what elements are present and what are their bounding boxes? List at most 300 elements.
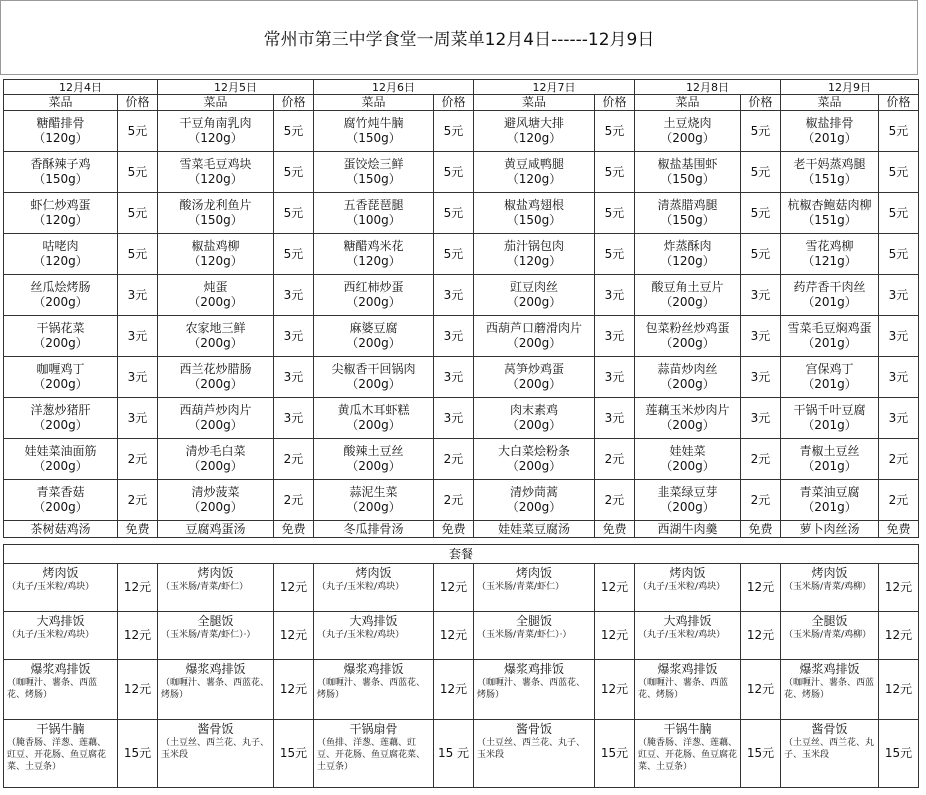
dish-price: 2元 [274, 439, 314, 480]
dish-name: 椒盐基围虾 [657, 157, 718, 171]
dish-name: 酸辣土豆丝 [343, 444, 404, 458]
set-meal-name: 干锅牛腩 [663, 722, 712, 736]
dish-name: 酸豆角土豆片 [651, 280, 724, 294]
dish-weight: （200g） [346, 377, 401, 391]
set-meal-price: 12元 [274, 612, 314, 660]
dish-price: 2元 [879, 439, 919, 480]
soup-price: 免费 [741, 521, 781, 538]
day-date: 12月8日 [635, 80, 781, 95]
page-title: 常州市第三中学食堂一周菜单12月4日------12月9日 [0, 0, 918, 75]
dish-price: 3元 [118, 316, 158, 357]
dish-weight: （201g） [802, 418, 857, 432]
dish-cell [158, 480, 274, 521]
dish-name: 包菜粉丝炒鸡蛋 [645, 321, 730, 335]
dish-cell [4, 439, 118, 480]
dish-cell [158, 111, 274, 152]
dish-weight: （201g） [802, 295, 857, 309]
set-meal-desc: （土豆丝、西兰花、丸子、玉米段 [161, 738, 270, 760]
soup-price: 免费 [434, 521, 474, 538]
dish-name: 炖蛋 [203, 280, 228, 294]
dish-cell [314, 275, 434, 316]
dish-weight: （120g） [188, 131, 243, 145]
set-meal-price: 12元 [595, 612, 635, 660]
dish-price: 2元 [434, 480, 474, 521]
set-meal-desc: （咖喱汁、薯条、西蓝花、烤肠） [317, 678, 426, 700]
dish-row [4, 439, 919, 480]
dish-weight: （200g） [660, 500, 715, 514]
set-meal-price: 12元 [434, 612, 474, 660]
dish-weight: （200g） [660, 131, 715, 145]
dish-cell [474, 480, 595, 521]
dish-cell [158, 152, 274, 193]
dish-price: 3元 [879, 398, 919, 439]
set-meal-price: 12元 [595, 564, 635, 612]
dish-name: 干锅千叶豆腐 [793, 403, 866, 417]
dish-cell [314, 357, 434, 398]
set-meal-cell [4, 612, 118, 660]
dish-cell [781, 275, 879, 316]
dish-price: 3元 [118, 398, 158, 439]
dish-price: 3元 [879, 357, 919, 398]
set-meal-desc: （丸子/玉米粒/鸡块） [317, 582, 405, 592]
set-meal-desc: （鱼排、洋葱、莲藕、豇豆、开花肠、鱼豆腐花菜、土豆条） [317, 738, 426, 772]
price-column-label: 价格 [434, 95, 474, 111]
dish-cell [635, 480, 741, 521]
dish-column-label: 菜品 [4, 95, 118, 111]
set-meal-price: 15元 [741, 720, 781, 788]
dish-column-label: 菜品 [158, 95, 274, 111]
dish-weight: （200g） [346, 295, 401, 309]
set-meal-cell [158, 720, 274, 788]
set-meal-name: 爆浆鸡排饭 [30, 662, 91, 676]
dish-price: 3元 [274, 275, 314, 316]
dish-price: 5元 [274, 193, 314, 234]
set-meal-price: 15元 [118, 720, 158, 788]
set-meal-cell [781, 660, 879, 720]
set-meal-name: 爆浆鸡排饭 [799, 662, 860, 676]
dish-weight: （151g） [802, 213, 857, 227]
dish-weight: （201g） [802, 131, 857, 145]
dish-weight: （120g） [660, 254, 715, 268]
dish-price: 5元 [595, 193, 635, 234]
set-meal-name: 爆浆鸡排饭 [657, 662, 718, 676]
dish-name: 清炒菠菜 [191, 485, 240, 499]
set-meal-desc: （丸子/玉米粒/鸡块） [7, 582, 95, 592]
dish-name: 肉末素鸡 [509, 403, 558, 417]
dish-cell [4, 398, 118, 439]
set-meal-cell [635, 720, 741, 788]
dish-weight: （200g） [506, 336, 562, 350]
dish-name: 避风塘大排 [503, 116, 564, 130]
set-meal-cell [314, 660, 434, 720]
set-meal-price: 15元 [274, 720, 314, 788]
soup-price: 免费 [595, 521, 635, 538]
dish-cell [474, 316, 595, 357]
set-meal-table [3, 544, 919, 788]
dish-cell [158, 193, 274, 234]
dish-price: 3元 [118, 357, 158, 398]
dish-price: 3元 [434, 357, 474, 398]
dish-price: 5元 [879, 234, 919, 275]
set-meal-name: 烤肉饭 [669, 566, 706, 580]
set-meal-header-row [4, 545, 919, 564]
set-meal-desc: （丸子/玉米粒/鸡块） [638, 582, 726, 592]
price-column-label: 价格 [741, 95, 781, 111]
dish-name: 青菜油豆腐 [799, 485, 860, 499]
dish-price: 5元 [595, 152, 635, 193]
dish-weight: （120g） [188, 172, 243, 186]
weekly-menu-table [3, 79, 919, 538]
dish-weight: （150g） [33, 172, 88, 186]
set-meal-cell [314, 720, 434, 788]
dish-column-label: 菜品 [781, 95, 879, 111]
set-meal-name: 全腿饭 [811, 614, 848, 628]
dish-name: 雪菜毛豆焖鸡蛋 [787, 321, 872, 335]
dish-weight: （200g） [660, 418, 715, 432]
set-meal-desc: （土豆丝、西兰花、丸子、玉米段 [477, 738, 586, 760]
dish-name: 西兰花炒腊肠 [179, 362, 252, 376]
dish-cell [4, 275, 118, 316]
dish-row [4, 111, 919, 152]
dish-price: 3元 [274, 316, 314, 357]
dish-column-label: 菜品 [314, 95, 434, 111]
dish-price: 2元 [879, 480, 919, 521]
dish-weight: （200g） [346, 459, 401, 473]
set-meal-label: 套餐 [4, 545, 919, 564]
dish-weight: （200g） [33, 418, 88, 432]
dish-weight: （150g） [660, 172, 715, 186]
set-meal-row [4, 720, 919, 788]
dish-cell [314, 234, 434, 275]
dish-price: 5元 [274, 152, 314, 193]
dish-price: 5元 [879, 152, 919, 193]
set-meal-price: 12元 [741, 660, 781, 720]
set-meal-name: 大鸡排饭 [663, 614, 712, 628]
dish-name: 娃娃菜 [669, 444, 706, 458]
dish-name: 酸汤龙利鱼片 [179, 198, 252, 212]
set-meal-name: 烤肉饭 [355, 566, 392, 580]
dish-name: 青菜香菇 [36, 485, 85, 499]
dish-price: 5元 [118, 111, 158, 152]
dish-cell [635, 193, 741, 234]
set-meal-name: 烤肉饭 [42, 566, 79, 580]
dish-price: 2元 [595, 439, 635, 480]
dish-name: 炸蒸酥肉 [663, 239, 712, 253]
dish-price: 5元 [118, 193, 158, 234]
dish-price: 3元 [741, 316, 781, 357]
set-meal-desc: （丸子/玉米粒/鸡块） [317, 630, 405, 640]
dish-weight: （120g） [346, 254, 401, 268]
set-meal-price: 12元 [118, 564, 158, 612]
dish-weight: （200g） [33, 295, 88, 309]
dish-name: 五香琵琶腿 [343, 198, 404, 212]
dish-price: 3元 [434, 275, 474, 316]
soup-name: 茶树菇鸡汤 [4, 521, 118, 538]
dish-weight: （100g） [346, 213, 401, 227]
dish-price: 3元 [879, 316, 919, 357]
set-meal-cell [635, 612, 741, 660]
dish-cell [314, 111, 434, 152]
set-meal-name: 干锅扇骨 [349, 722, 398, 736]
dish-cell [635, 275, 741, 316]
dish-name: 椒盐鸡柳 [191, 239, 240, 253]
dish-cell [4, 111, 118, 152]
dish-cell [4, 480, 118, 521]
set-meal-cell [314, 612, 434, 660]
set-meal-price: 12元 [595, 660, 635, 720]
set-meal-name: 酱骨饭 [811, 722, 848, 736]
set-meal-desc: （咖喱汁、薯条、西蓝花、烤肠） [477, 678, 586, 700]
set-meal-name: 烤肉饭 [197, 566, 234, 580]
dish-price: 3元 [118, 275, 158, 316]
day-date: 12月4日 [4, 80, 158, 95]
dish-row [4, 152, 919, 193]
dish-name: 椒盐排骨 [805, 116, 854, 130]
dish-cell [158, 234, 274, 275]
dish-cell [781, 152, 879, 193]
set-meal-name: 全腿饭 [197, 614, 234, 628]
dish-name: 青椒土豆丝 [799, 444, 860, 458]
dish-name: 黄瓜木耳虾糕 [337, 403, 410, 417]
dish-name: 糖醋鸡米花 [343, 239, 404, 253]
dish-name: 丝瓜烩烤肠 [30, 280, 91, 294]
dish-row [4, 357, 919, 398]
dish-row [4, 234, 919, 275]
dish-price: 3元 [595, 357, 635, 398]
dish-name: 西葫芦口蘑滑肉片 [485, 321, 582, 335]
dish-name: 椒盐鸡翅根 [503, 198, 564, 212]
dish-name: 韭菜绿豆芽 [657, 485, 718, 499]
dish-price: 3元 [595, 316, 635, 357]
dish-weight: （150g） [346, 172, 401, 186]
dish-price: 5元 [274, 234, 314, 275]
dish-row [4, 480, 919, 521]
dish-cell [474, 111, 595, 152]
set-meal-price: 12元 [741, 564, 781, 612]
dish-cell [4, 193, 118, 234]
set-meal-name: 烤肉饭 [515, 566, 552, 580]
set-meal-price: 12元 [274, 660, 314, 720]
dish-weight: （200g） [346, 336, 401, 350]
soup-price: 免费 [118, 521, 158, 538]
dish-weight: （120g） [33, 213, 88, 227]
dish-price: 5元 [741, 234, 781, 275]
dish-name: 大白菜烩粉条 [497, 444, 570, 458]
price-column-label: 价格 [274, 95, 314, 111]
set-meal-name: 爆浆鸡排饭 [185, 662, 246, 676]
dish-column-label: 菜品 [635, 95, 741, 111]
set-meal-cell [635, 564, 741, 612]
dish-row [4, 275, 919, 316]
dish-price: 3元 [274, 357, 314, 398]
dish-name: 土豆烧肉 [663, 116, 712, 130]
dish-name: 咕咾肉 [42, 239, 79, 253]
dish-price: 3元 [741, 275, 781, 316]
dish-price: 5元 [595, 111, 635, 152]
dish-cell [474, 357, 595, 398]
dish-price: 5元 [741, 193, 781, 234]
dish-price: 5元 [741, 152, 781, 193]
dish-cell [781, 480, 879, 521]
dish-price: 2元 [118, 439, 158, 480]
dish-name: 清炒毛白菜 [185, 444, 246, 458]
dish-weight: （200g） [506, 418, 562, 432]
day-date: 12月5日 [158, 80, 314, 95]
dish-cell [158, 439, 274, 480]
dish-cell [474, 152, 595, 193]
price-column-label: 价格 [118, 95, 158, 111]
dish-name: 麻婆豆腐 [349, 321, 398, 335]
dish-price: 2元 [434, 439, 474, 480]
dish-name: 黄豆咸鸭腿 [503, 157, 564, 171]
dish-name: 西红柿炒蛋 [343, 280, 404, 294]
dish-price: 5元 [274, 111, 314, 152]
dish-name: 豇豆肉丝 [509, 280, 558, 294]
set-meal-desc: （玉米肠/青菜/鸡柳） [784, 630, 872, 640]
dish-weight: （120g） [33, 254, 88, 268]
soup-name: 萝卜肉丝汤 [781, 521, 879, 538]
dish-name: 雪菜毛豆鸡块 [179, 157, 252, 171]
set-meal-price: 15 元 [434, 720, 474, 788]
dish-price: 5元 [118, 234, 158, 275]
set-meal-cell [474, 612, 595, 660]
soup-row [4, 521, 919, 538]
dish-price: 5元 [434, 111, 474, 152]
dish-name: 清炒茼蒿 [509, 485, 558, 499]
dish-price: 3元 [595, 398, 635, 439]
soup-name: 娃娃菜豆腐汤 [474, 521, 595, 538]
set-meal-name: 酱骨饭 [515, 722, 552, 736]
day-date: 12月6日 [314, 80, 474, 95]
dish-name: 腐竹炖牛腩 [343, 116, 404, 130]
dish-weight: （200g） [188, 500, 243, 514]
dish-price: 5元 [434, 152, 474, 193]
set-meal-cell [158, 660, 274, 720]
dish-name: 洋葱炒猪肝 [30, 403, 91, 417]
dish-weight: （201g） [802, 500, 857, 514]
dish-cell [314, 439, 434, 480]
dish-weight: （200g） [660, 336, 715, 350]
day-date: 12月9日 [781, 80, 919, 95]
dish-row [4, 193, 919, 234]
set-meal-row [4, 564, 919, 612]
dish-weight: （200g） [660, 377, 715, 391]
dish-cell [635, 234, 741, 275]
dish-weight: （151g） [802, 172, 857, 186]
dish-price: 5元 [434, 234, 474, 275]
dish-cell [781, 193, 879, 234]
set-meal-name: 爆浆鸡排饭 [503, 662, 564, 676]
dish-cell [635, 111, 741, 152]
dish-weight: （200g） [660, 295, 715, 309]
dish-price: 5元 [434, 193, 474, 234]
set-meal-desc: （玉米肠/青菜/虾仁） [161, 582, 249, 592]
set-meal-desc: （腌香肠、洋葱、莲藕、豇豆、开花肠、鱼豆腐花菜、土豆条） [7, 738, 107, 772]
set-meal-row [4, 612, 919, 660]
dish-name: 香酥辣子鸡 [30, 157, 91, 171]
dish-price: 5元 [595, 234, 635, 275]
dish-price: 2元 [741, 439, 781, 480]
dish-row [4, 398, 919, 439]
dish-name: 雪花鸡柳 [805, 239, 854, 253]
dish-price: 5元 [879, 111, 919, 152]
dish-name: 咖喱鸡丁 [36, 362, 85, 376]
dish-cell [314, 398, 434, 439]
set-meal-price: 15元 [595, 720, 635, 788]
dish-weight: （200g） [188, 459, 243, 473]
dish-cell [635, 357, 741, 398]
dish-weight: （200g） [506, 377, 562, 391]
set-meal-desc: （玉米肠/青菜/虾仁）·） [161, 630, 256, 640]
dish-cell [314, 316, 434, 357]
dish-cell [635, 439, 741, 480]
dish-weight: （200g） [188, 295, 243, 309]
set-meal-cell [781, 720, 879, 788]
dish-price: 2元 [741, 480, 781, 521]
dish-name: 宫保鸡丁 [805, 362, 854, 376]
set-meal-cell [781, 612, 879, 660]
dish-weight: （200g） [33, 459, 88, 473]
dish-row [4, 316, 919, 357]
dish-weight: （120g） [506, 172, 562, 186]
dish-price: 3元 [879, 275, 919, 316]
dish-cell [474, 439, 595, 480]
soup-name: 西湖牛肉羹 [635, 521, 741, 538]
day-header-row [4, 80, 919, 95]
dish-cell [158, 398, 274, 439]
set-meal-price: 12元 [274, 564, 314, 612]
soup-name: 冬瓜排骨汤 [314, 521, 434, 538]
set-meal-price: 12元 [879, 660, 919, 720]
set-meal-desc: （土豆丝、西兰花、丸子、玉米段 [784, 738, 875, 760]
dish-weight: （120g） [33, 131, 88, 145]
dish-name: 老干妈蒸鸡腿 [793, 157, 866, 171]
dish-cell [781, 398, 879, 439]
dish-weight: （150g） [506, 213, 562, 227]
dish-price: 5元 [879, 193, 919, 234]
dish-weight: （120g） [188, 254, 243, 268]
set-meal-desc: （玉米肠/青菜/鸡柳） [784, 582, 872, 592]
dish-cell [474, 398, 595, 439]
dish-name: 糖醋排骨 [36, 116, 85, 130]
set-meal-desc: （咖喱汁、薯条、西蓝花、烤肠） [161, 678, 270, 700]
dish-weight: （121g） [802, 254, 857, 268]
dish-name: 虾仁炒鸡蛋 [30, 198, 91, 212]
dish-weight: （200g） [506, 459, 562, 473]
dish-price: 2元 [274, 480, 314, 521]
soup-price: 免费 [274, 521, 314, 538]
dish-price: 5元 [118, 152, 158, 193]
set-meal-cell [474, 720, 595, 788]
dish-weight: （200g） [188, 377, 243, 391]
day-date: 12月7日 [474, 80, 635, 95]
dish-weight: （200g） [660, 459, 715, 473]
dish-weight: （150g） [346, 131, 401, 145]
set-meal-cell [158, 564, 274, 612]
dish-weight: （200g） [33, 377, 88, 391]
dish-price: 3元 [741, 398, 781, 439]
dish-price: 3元 [595, 275, 635, 316]
dish-weight: （201g） [802, 377, 857, 391]
set-meal-cell [781, 564, 879, 612]
set-meal-row [4, 660, 919, 720]
dish-weight: （200g） [33, 336, 88, 350]
dish-cell [474, 234, 595, 275]
dish-name: 娃娃菜油面筋 [24, 444, 97, 458]
set-meal-cell [4, 720, 118, 788]
set-meal-price: 12元 [434, 660, 474, 720]
set-meal-cell [474, 564, 595, 612]
